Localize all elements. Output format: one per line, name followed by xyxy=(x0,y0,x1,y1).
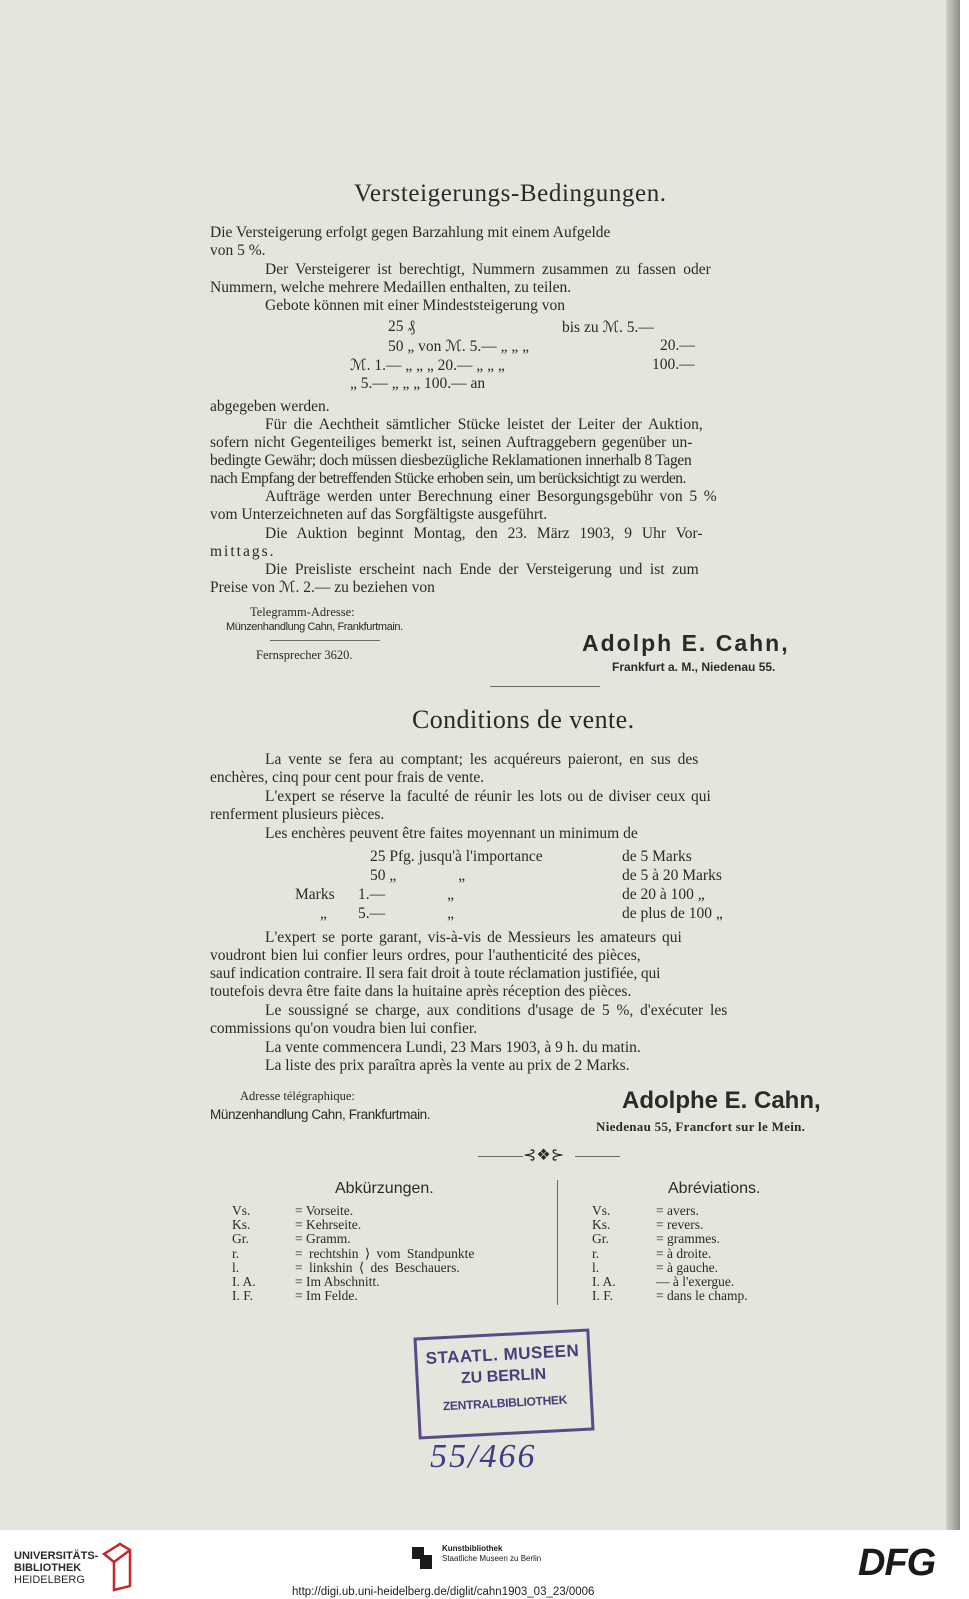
german-firm-address: Frankfurt a. M., Niedenau 55. xyxy=(612,660,776,674)
abbrev-column-divider xyxy=(557,1180,558,1305)
german-p4: abgegeben werden. xyxy=(210,398,330,415)
german-bid-row-2: 50 „ von ℳ. 5.— „ „ „ xyxy=(388,338,529,355)
german-telegram-label: Telegramm-Adresse: xyxy=(250,605,355,619)
abbrev-de-title: Abkürzungen. xyxy=(335,1180,434,1197)
french-p1-line1: La vente se fera au comptant; les acquéreurs paieront, en sus des xyxy=(265,751,699,768)
german-p7-line1: Die Auktion beginnt Montag, den 23. März 1903, 9 Uhr Vor- xyxy=(265,525,703,542)
ornament-rule-right xyxy=(575,1156,620,1157)
french-p2-line1: L'expert se réserve la faculté de réunir les lots ou de diviser ceux qui xyxy=(265,788,711,805)
french-p4-line2: voudront bien lui confier leurs ordres, pour l'authenticité des pièces, xyxy=(210,947,641,964)
german-p2-line2: Nummern, welche mehrere Medaillen enthalten, zu teilen. xyxy=(210,279,572,296)
french-bid-row-3: 1.— „ xyxy=(358,886,455,903)
dfg-logo[interactable]: DFG xyxy=(858,1542,936,1584)
french-bid-row-3-label: Marks xyxy=(295,886,335,903)
german-bid-row-3: ℳ. 1.— „ „ „ 20.— „ „ „ xyxy=(350,357,505,374)
german-p5-line2: sofern nicht Gegenteiliges bemerkt ist, seinen Auftraggebern gegenüber un- xyxy=(210,434,693,451)
french-bid-row-1: 25 Pfg. jusqu'à l'importance xyxy=(370,848,543,865)
german-bid-row-1-right: bis zu ℳ. 5.— xyxy=(562,319,654,336)
german-telegram-value: Münzenhandlung Cahn, Frankfurtmain. xyxy=(226,621,403,633)
french-bid-row-4-label: „ xyxy=(320,905,327,922)
german-firm-name: Adolph E. Cahn, xyxy=(582,630,790,656)
french-title: Conditions de vente. xyxy=(412,705,635,734)
german-p8-line2: Preise von ℳ. 2.— zu beziehen von xyxy=(210,579,435,596)
french-bid-row-4-right: de plus de 100 „ xyxy=(622,905,723,922)
french-p2-line2: renferment plusieurs pièces. xyxy=(210,806,385,823)
abbrev-de-values: = Vorseite. = Kehrseite. = Gramm. = rechtshin ⟩ vom Standpunkte = linkshin ⟨ des Beschauers. = Im Abschnitt. = Im Felde. xyxy=(295,1203,475,1304)
library-stamp: STAATL. MUSEEN ZU BERLIN ZENTRALBIBLIOTHEK xyxy=(413,1328,594,1439)
french-bid-row-1-right: de 5 Marks xyxy=(622,848,692,865)
german-p5-line1: Für die Aechtheit sämtlicher Stücke leistet der Leiter der Auktion, xyxy=(265,416,703,433)
french-p4-line1: L'expert se porte garant, vis-à-vis de Messieurs les amateurs qui xyxy=(265,929,682,946)
uni-heidelberg-logo-text[interactable]: UNIVERSITÄTS- BIBLIOTHEK HEIDELBERG xyxy=(14,1550,99,1586)
german-p6-line2: vom Unterzeichneten auf das Sorgfältigste ausgeführt. xyxy=(210,506,548,523)
french-p6: La vente commencera Lundi, 23 Mars 1903, à 9 h. du matin. xyxy=(265,1039,641,1056)
german-p1-line2: von 5 %. xyxy=(210,242,266,259)
german-p2-line1: Der Versteigerer ist berechtigt, Nummern zusammen zu fassen oder xyxy=(265,261,711,278)
french-bid-row-3-right: de 20 à 100 „ xyxy=(622,886,705,903)
ornament-icon: ⊰❖⊱ xyxy=(523,1147,565,1164)
abbrev-fr-keys: Vs. Ks. Gr. r. l. I. A. I. F. xyxy=(592,1203,616,1304)
french-bid-row-2: 50 „ „ xyxy=(370,867,466,884)
french-telegram-label: Adresse télégraphique: xyxy=(240,1089,355,1103)
footer-bar xyxy=(0,1530,969,1599)
german-p3: Gebote können mit einer Mindeststeigerung von xyxy=(265,297,566,314)
french-telegram-value: Münzenhandlung Cahn, Frankfurtmain. xyxy=(210,1107,431,1122)
german-bid-row-1: 25 ₰ xyxy=(388,318,416,335)
french-p4-line4: toutefois devra être faite dans la huitaine après réception des pièces. xyxy=(210,983,632,1000)
kunstbibliothek-logo-text[interactable]: Kunstbibliothek Staatliche Museen zu Berlin xyxy=(442,1544,542,1563)
german-bid-row-2-right: 20.— xyxy=(660,337,695,354)
german-contact-rule xyxy=(270,640,380,641)
ornament-rule-left xyxy=(478,1156,523,1157)
german-bid-row-3-right: 100.— xyxy=(652,356,695,373)
french-p3: Les enchères peuvent être faites moyennant un minimum de xyxy=(265,825,638,842)
german-bid-row-4: „ 5.— „ „ „ 100.— an xyxy=(350,375,486,392)
german-p7-line2: mittags. xyxy=(210,543,276,560)
german-p5-line3: bedingte Gewähr; doch müssen diesbezügliche Reklamationen innerhalb 8 Tagen xyxy=(210,452,692,469)
french-bid-row-4: 5.— „ xyxy=(358,905,455,922)
page-edge xyxy=(946,0,960,1530)
abbrev-fr-values: = avers. = revers. = grammes. = à droite. = à gauche. — à l'exergue. = dans le champ. xyxy=(656,1203,748,1304)
french-p5-line1: Le soussigné se charge, aux conditions d'usage de 5 %, d'exécuter les xyxy=(265,1002,728,1019)
french-p1-line2: enchères, cinq pour cent pour frais de vente. xyxy=(210,769,485,786)
french-firm-name: Adolphe E. Cahn, xyxy=(622,1087,821,1114)
french-p5-line2: commissions qu'on voudra bien lui confier. xyxy=(210,1020,478,1037)
abbrev-fr-title: Abréviations. xyxy=(668,1180,761,1197)
kunstbibliothek-logo-icon xyxy=(410,1545,434,1571)
section-divider xyxy=(490,686,600,687)
german-p6-line1: Aufträge werden unter Berechnung einer Besorgungsgebühr von 5 % xyxy=(265,488,717,505)
page-url-link[interactable]: http://digi.ub.uni-heidelberg.de/diglit/cahn1903_03_23/0006 xyxy=(292,1586,595,1598)
french-p7: La liste des prix paraîtra après la vente au prix de 2 Marks. xyxy=(265,1057,630,1074)
german-title: Versteigerungs-Bedingungen. xyxy=(354,180,667,207)
german-phone: Fernsprecher 3620. xyxy=(256,648,353,662)
abbrev-de-keys: Vs. Ks. Gr. r. l. I. A. I. F. xyxy=(232,1203,256,1304)
handwritten-shelfmark: 55/466 xyxy=(430,1438,537,1475)
french-firm-address: Niedenau 55, Francfort sur le Mein. xyxy=(596,1119,806,1134)
german-p5-line4: nach Empfang der betreffenden Stücke erhoben sein, um berücksichtigt zu werden. xyxy=(210,470,686,487)
german-p8-line1: Die Preisliste erscheint nach Ende der Versteigerung und ist zum xyxy=(265,561,699,578)
german-p1-line1: Die Versteigerung erfolgt gegen Barzahlung mit einem Aufgelde xyxy=(210,224,611,241)
uni-heidelberg-logo-icon xyxy=(100,1540,134,1592)
french-p4-line3: sauf indication contraire. Il sera fait droit à toute réclamation justifiée, qui xyxy=(210,965,661,982)
french-bid-row-2-right: de 5 à 20 Marks xyxy=(622,867,722,884)
